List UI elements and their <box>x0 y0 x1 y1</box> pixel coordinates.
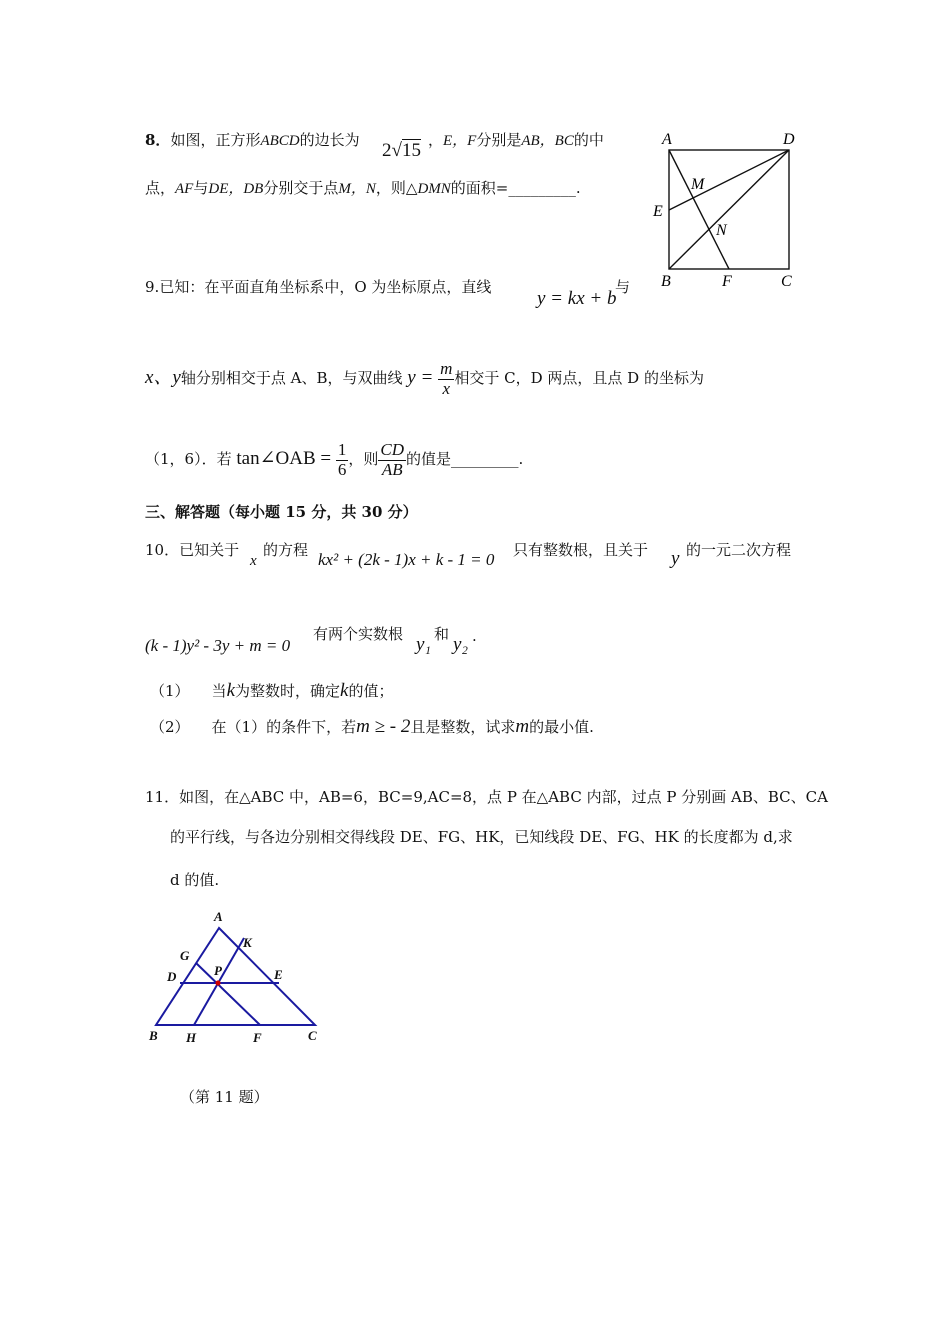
q9-tan-fraction: $\frac{1}{6}$ <box>337 440 347 479</box>
q10-number: 10． <box>145 541 180 559</box>
q10-equation2: (k - 1)y² - 3y + m = 0 <box>145 636 291 655</box>
label-p: P <box>214 963 222 978</box>
q9-line1-end: 与 <box>615 278 631 296</box>
point-p <box>215 980 220 985</box>
q8-side-length: 2√15 <box>382 140 421 161</box>
label-d: D <box>783 131 795 148</box>
section-heading: 三、解答题（每小题 15 分，共 30 分） <box>145 503 418 521</box>
label-h: H <box>186 1030 197 1045</box>
label-k: K <box>243 935 252 950</box>
q11-number: 11． <box>145 788 180 806</box>
triangle-abc <box>156 928 315 1025</box>
q10-line2-a: 有两个实数根 <box>313 625 404 643</box>
label-b: B <box>661 273 671 290</box>
label-g: G <box>180 948 190 963</box>
q10-line1-d: 的一元二次方程 <box>686 541 792 559</box>
label-f: F <box>253 1030 262 1045</box>
q10-line2-b: 和 <box>434 625 450 643</box>
q8-square-figure <box>650 126 810 294</box>
q9-number: 9. <box>145 278 160 296</box>
q8-line2: 点，AF与DE，DB分别交于点M，N，则△DMN的面积=_________. <box>145 179 581 197</box>
q10-y: y <box>671 548 680 569</box>
label-a: A <box>214 909 223 924</box>
segment-fg <box>196 963 260 1025</box>
q11-caption: （第 11 题） <box>180 1088 269 1106</box>
label-n: N <box>716 222 727 239</box>
segment-db <box>669 150 789 269</box>
label-d: D <box>167 969 177 984</box>
q9-hyperbola-fraction: $\frac{m}{x}$ <box>440 359 453 398</box>
q9-ratio-fraction: $\frac{CD}{AB}$ <box>380 440 405 479</box>
q10-x: x <box>250 553 257 569</box>
q8-number: 8． <box>145 131 171 149</box>
label-c: C <box>781 273 792 290</box>
label-b: B <box>149 1028 158 1043</box>
sqrt-symbol: √ <box>391 140 402 161</box>
q10-line2-c: . <box>472 627 477 645</box>
label-c: C <box>308 1028 317 1043</box>
label-e: E <box>274 967 283 982</box>
q10-part2: （2） 在（1）的条件下，若m ≥ - 2且是整数，试求m的最小值. <box>150 716 594 737</box>
label-m: M <box>691 176 705 193</box>
q10-part1: （1） 当k为整数时，确定k的值； <box>150 680 394 701</box>
q11-line3: d 的值. <box>170 871 220 889</box>
label-f: F <box>722 273 732 290</box>
q9-line2: x、y轴分别相交于点 A、B，与双曲线 y = $\frac{m}{x}$ 相交于 C，D 两点，且点 D 的坐标为 <box>145 359 704 398</box>
label-e: E <box>653 203 663 220</box>
q9-line1: 9.已知：在平面直角坐标系中，O 为坐标原点，直线 <box>145 278 492 296</box>
segment-de <box>669 150 789 210</box>
q10-line1: 10．已知关于 <box>145 541 240 559</box>
q9-line-equation: y = kx + b <box>537 288 617 309</box>
q10-equation1: kx² + (2k - 1)x + k - 1 = 0 <box>318 550 495 569</box>
q8-line1-rest: ，E，F分别是AB，BC的中 <box>428 131 604 149</box>
q10-y1: y₁ <box>416 634 432 655</box>
q9-line3: （1，6）．若 tan∠OAB = $\frac{1}{6}$ ，则 $\frac{CD}{AB}$ 的值是_________. <box>145 440 524 479</box>
q8-line1: 8．如图，正方形ABCD的边长为 <box>145 131 360 149</box>
label-a: A <box>662 131 672 148</box>
q10-line1-b: 的方程 <box>263 541 309 559</box>
segment-af <box>669 150 729 269</box>
q11-line1: 11．如图，在△ABC 中，AB=6，BC=9,AC=8，点 P 在△ABC 内部，过点 P 分别画 AB、BC、CA <box>145 788 828 806</box>
q11-triangle-figure <box>140 905 340 1055</box>
q11-line2: 的平行线，与各边分别相交得线段 DE、FG、HK，已知线段 DE、FG、HK 的长度都为 d,求 <box>170 828 793 846</box>
q10-line1-c: 只有整数根，且关于 <box>513 541 649 559</box>
q10-y2: y₂ <box>453 634 469 655</box>
